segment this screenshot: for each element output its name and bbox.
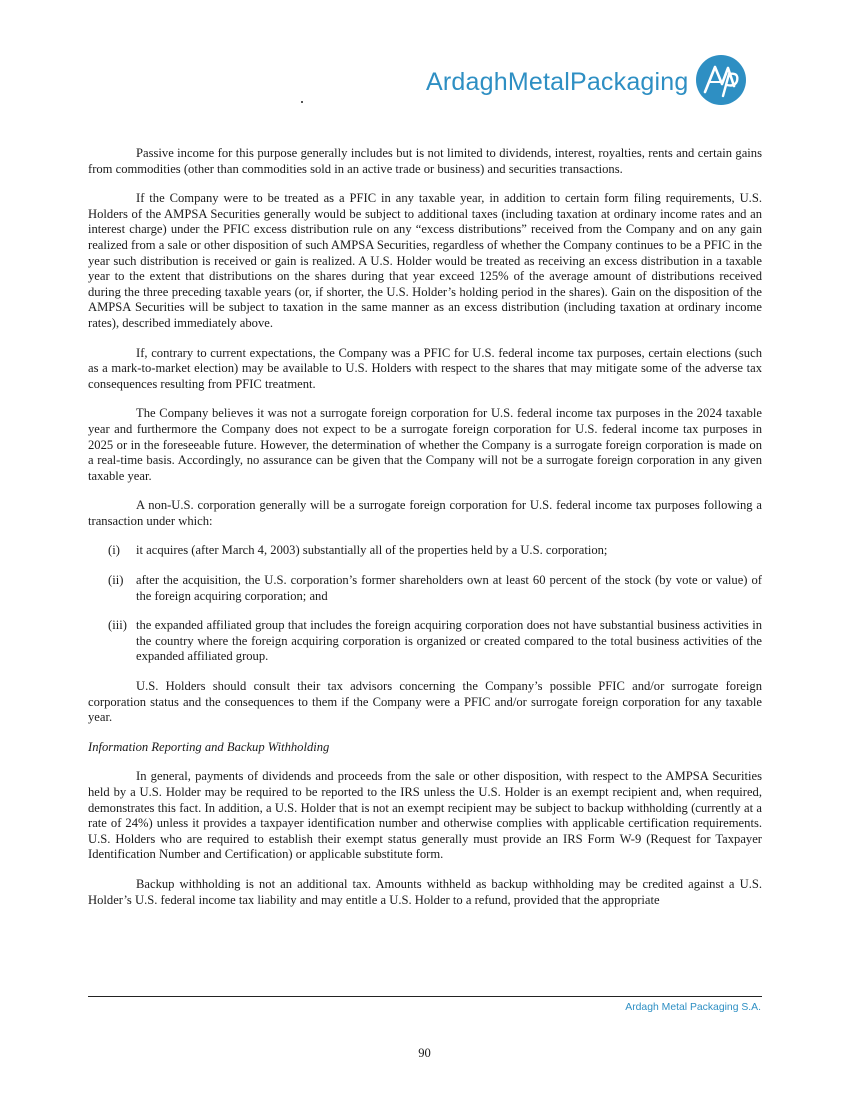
footer-company-name: Ardagh Metal Packaging S.A.	[625, 1002, 761, 1013]
paragraph-surrogate-belief: The Company believes it was not a surrogate foreign corporation for U.S. federal income tax purposes in the 2024 taxable year and furthermore the Company does not expect to be a surrogate foreign corporation for U.S. federal income tax purposes in 2025 or in the foreseeable future. However, the determination of whether the Company is a surrogate foreign corporation is made on a real-time basis. Accordingly, no assurance can be given that the Company will not be a surrogate foreign corporation in any given taxable year.	[88, 406, 762, 483]
logo-wordmark: ArdaghMetalPackaging	[426, 67, 689, 96]
paragraph-information-reporting: In general, payments of dividends and proceeds from the sale or other disposition, with respect to the AMPSA Securities held by a U.S. Holder may be required to be reported to the IRS unless the U.S. Holder is an exempt recipient and, when required, demonstrates this fact. In addition, a U.S. Holder that is not an exempt recipient may be subject to backup withholding (currently at a rate of 24%) unless it provides a taxpayer identification number and otherwise complies with applicable certification requirements. U.S. Holders who are required to establish their exempt status generally must provide an IRS Form W-9 (Request for Taxpayer Identification Number and Certification) or applicable substitute form.	[88, 769, 762, 862]
list-item-number: (iii)	[108, 618, 127, 633]
paragraph-pfic-elections: If, contrary to current expectations, the Company was a PFIC for U.S. federal income tax purposes, certain elections (such as a mark-to-market election) may be available to U.S. Holders with respect to the shares that may mitigate some of the adverse tax consequences resulting from PFIC treatment.	[88, 345, 762, 391]
stray-mark	[301, 101, 303, 103]
document-body	[88, 146, 762, 922]
list-item-text: it acquires (after March 4, 2003) substantially all of the properties held by a U.S. corporation;	[136, 543, 608, 558]
list-item-text: the expanded affiliated group that includes the foreign acquiring corporation does not have substantial business activities in the country where the foreign acquiring corporation is organized or created compared to the total business activities of the expanded affiliated group.	[136, 618, 762, 664]
paragraph-pfic-taxes: If the Company were to be treated as a PFIC in any taxable year, in addition to certain form filing requirements, U.S. Holders of the AMPSA Securities generally would be subject to additional taxes (including taxation at ordinary income rates and an interest charge) under the PFIC excess distribution rule on any “excess distributions” received from the Company and on any gain realized from a sale or other disposition of such AMPSA Securities, regardless of whether the Company continues to be a PFIC in the year such distribution is received or gain is realized. A U.S. Holder would be treated as receiving an excess distribution in a taxable year to the extent that distributions on the shares during that year exceed 125% of the average amount of distributions received during the three preceding taxable years (or, if shorter, the U.S. Holder’s holding period in the shares). Gain on the disposition of the AMPSA Securities will be subject to taxation in the same manner as an excess distribution (including taxation at ordinary income rates), described immediately above.	[88, 191, 762, 330]
footer-divider	[88, 996, 762, 997]
section-heading: Information Reporting and Backup Withholding	[88, 739, 330, 754]
page-number: 90	[418, 1046, 431, 1060]
list-item-number: (ii)	[108, 573, 124, 588]
list-item-number: (i)	[108, 543, 120, 558]
list-item-text: after the acquisition, the U.S. corporation’s former shareholders own at least 60 percent of the stock (by vote or value) of the foreign acquiring corporation; and	[136, 573, 762, 603]
list-item	[88, 543, 762, 559]
paragraph-consult-advisors: U.S. Holders should consult their tax advisors concerning the Company’s possible PFIC and/or surrogate foreign corporation status and the consequences to them if the Company were a PFIC and/or surrogate foreign corporation for any taxable year.	[88, 679, 762, 725]
amp-monogram-icon	[695, 54, 747, 106]
list-item	[88, 618, 762, 665]
paragraph-passive-income: Passive income for this purpose generally includes but is not limited to dividends, interest, royalties, rents and certain gains from commodities (other than commodities sold in an active trade or business) and securities transactions.	[88, 146, 762, 176]
company-logo	[426, 52, 747, 108]
paragraph-surrogate-definition: A non-U.S. corporation generally will be a surrogate foreign corporation for U.S. federal income tax purposes following a transaction under which:	[88, 498, 762, 528]
paragraph-backup-withholding: Backup withholding is not an additional tax. Amounts withheld as backup withholding may be credited against a U.S. Holder’s U.S. federal income tax liability and may entitle a U.S. Holder to a refund, provided that the appropriate	[88, 876, 762, 907]
list-item	[88, 573, 762, 604]
